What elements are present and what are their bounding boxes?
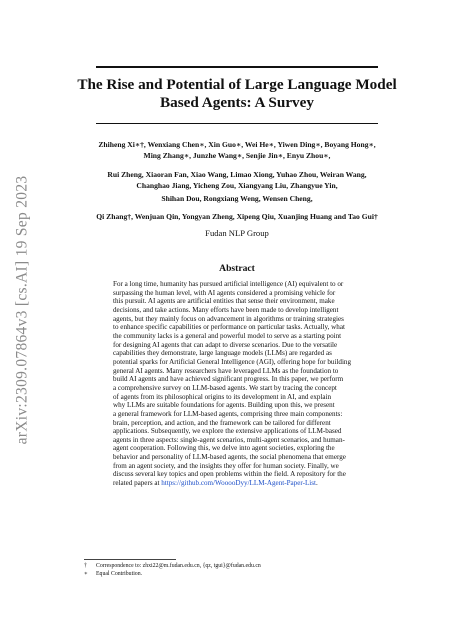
abstract-line: capabilities they demonstrate, large language models (LLMs) are regarded as bbox=[113, 349, 332, 358]
abstract-line: agent cooperation. Following this, we delve into agent societies, exploring the bbox=[113, 444, 335, 453]
footnote-text: Equal Contribution. bbox=[96, 571, 143, 577]
arxiv-identifier-stamp bbox=[8, 170, 36, 450]
author-line: Qi Zhang†, Wenjuan Qin, Yongyan Zheng, Xipeng Qiu, Xuanjing Huang and Tao Gui† bbox=[96, 212, 378, 221]
abstract-line: applications. Subsequently, we explore the extensive applications of LLM-based bbox=[113, 427, 342, 436]
author-line: Zhiheng Xi∗†, Wenxiang Chen∗, Xin Guo∗, Wei He∗, Yiwen Ding∗, Boyang Hong∗, bbox=[98, 140, 376, 149]
abstract-line: agents, but they mainly focus on advancement in algorithms or training strategies bbox=[113, 314, 344, 323]
abstract-line: agents in three aspects: single-agent scenarios, multi-agent scenarios, and human- bbox=[113, 435, 345, 444]
author-block-3 bbox=[50, 194, 424, 205]
author-line: Changhao Jiang, Yicheng Zou, Xiangyang Liu, Zhangyue Yin, bbox=[136, 180, 338, 190]
abstract-line: the community lacks is a general and powerful model to serve as a starting point bbox=[113, 331, 342, 340]
affiliation: Fudan NLP Group bbox=[205, 228, 269, 238]
title-line: Based Agents: A Survey bbox=[159, 94, 314, 111]
abstract-line: to enhance specific capabilities or performance on particular tasks. Actually, what bbox=[113, 323, 345, 332]
footnote-rule bbox=[84, 559, 176, 560]
title-line: The Rise and Potential of Large Language Model bbox=[77, 76, 397, 93]
abstract-line: for designing AI agents that can adapt to diverse scenarios. Due to the versatile bbox=[113, 340, 338, 349]
footnote-mark: † bbox=[84, 563, 87, 569]
abstract-line: brain, perception, and action, and the framework can be tailored for different bbox=[113, 418, 331, 427]
repo-link[interactable]: https://github.com/WooooDyy/LLM-Agent-Paper-List bbox=[161, 479, 316, 488]
abstract-line: discuss several key topics and open problems within the field. A repository for the bbox=[113, 470, 346, 479]
abstract-line: general AI agents. Many researchers have leveraged LLMs as the foundation to bbox=[113, 366, 339, 375]
abstract-line: potential sparks for Artificial General Intelligence (AGI), offering hope for building bbox=[113, 357, 352, 366]
footnotes bbox=[84, 562, 404, 578]
abstract-line: For a long time, humanity has pursued artificial intelligence (AI) equivalent to or bbox=[113, 280, 344, 288]
abstract-line: decisions, and take actions. Many efforts have been made to develop intelligent bbox=[113, 305, 339, 314]
author-block-2 bbox=[50, 170, 424, 191]
abstract-last-prefix: related papers at bbox=[113, 479, 162, 488]
abstract-line: of agents from its philosophical origins to its development in AI, and explain bbox=[113, 392, 332, 401]
title-top-rule bbox=[96, 66, 378, 68]
footnote-text: Correspondence to: zhxi22@m.fudan.edu.cn, {qz, tgui}@fudan.edu.cn bbox=[96, 563, 261, 569]
abstract-body bbox=[113, 280, 365, 488]
abstract-line: this pursuit. AI agents are artificial entities that sense their environment, make bbox=[113, 297, 335, 306]
abstract-last-line bbox=[113, 479, 365, 488]
abstract-line: why LLMs are suitable foundations for agents. Building upon this, we present bbox=[113, 401, 335, 410]
paper-title bbox=[60, 76, 414, 112]
title-bottom-rule bbox=[96, 123, 378, 124]
author-line: Rui Zheng, Xiaoran Fan, Xiao Wang, Limao Xiong, Yuhao Zhou, Weiran Wang, bbox=[107, 170, 367, 179]
author-line: Shihan Dou, Rongxiang Weng, Wensen Cheng, bbox=[161, 194, 313, 203]
abstract-heading: Abstract bbox=[219, 263, 255, 274]
abstract-line: surpassing the human level, with AI agents considered a promising vehicle for bbox=[113, 288, 336, 297]
footnote-mark: ∗ bbox=[84, 571, 88, 577]
footnote-equal-contribution bbox=[84, 570, 404, 578]
abstract-last-suffix: . bbox=[316, 479, 318, 488]
author-block-4 bbox=[50, 212, 424, 223]
author-block-1 bbox=[50, 140, 424, 161]
arxiv-id: arXiv:2309.07864v3 [cs.AI] 19 Sep 2023 bbox=[13, 175, 30, 445]
author-line: Ming Zhang∗, Junzhe Wang∗, Senjie Jin∗, Enyu Zhou∗, bbox=[143, 150, 331, 160]
footnote-correspondence bbox=[84, 562, 404, 570]
abstract-line: a general framework for LLM-based agents, comprising three main components: bbox=[113, 409, 343, 418]
abstract-line: build AI agents and have achieved significant progress. In this paper, we perform bbox=[113, 375, 344, 384]
abstract-line: a comprehensive survey on LLM-based agents. We start by tracing the concept bbox=[113, 383, 337, 392]
abstract-line: from an agent society, and the insights they offer for human society. Finally, we bbox=[113, 461, 339, 470]
abstract-line: behavior and personality of LLM-based agents, the social phenomena that emerge bbox=[113, 453, 346, 462]
